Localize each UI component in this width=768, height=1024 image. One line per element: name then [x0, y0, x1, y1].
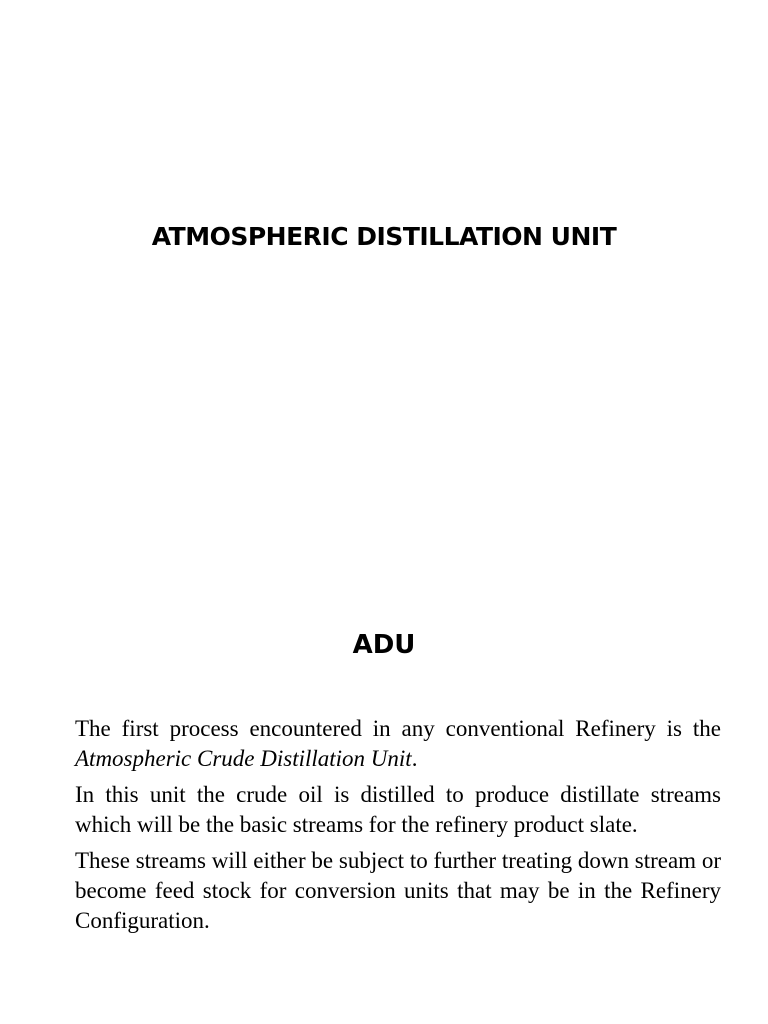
- paragraph-1-italic: Atmospheric Crude Distillation Unit: [75, 746, 412, 771]
- paragraph-1-end: .: [411, 746, 418, 771]
- paragraph-1: [75, 714, 721, 774]
- paragraph-2: In this unit the crude oil is distilled to produce distillate streams which will be the basic streams for the refinery product slate.: [75, 782, 721, 837]
- section-heading: ADU: [352, 630, 416, 660]
- body-text: [75, 714, 721, 942]
- page-title: ATMOSPHERIC DISTILLATION UNIT: [151, 222, 617, 251]
- paragraph-1-start: The first process encountered in any conventional Refinery is the: [75, 716, 721, 741]
- paragraph-3: These streams will either be subject to further treating down stream or become feed stock for conversion units that may be in the Refinery Configuration.: [75, 848, 721, 933]
